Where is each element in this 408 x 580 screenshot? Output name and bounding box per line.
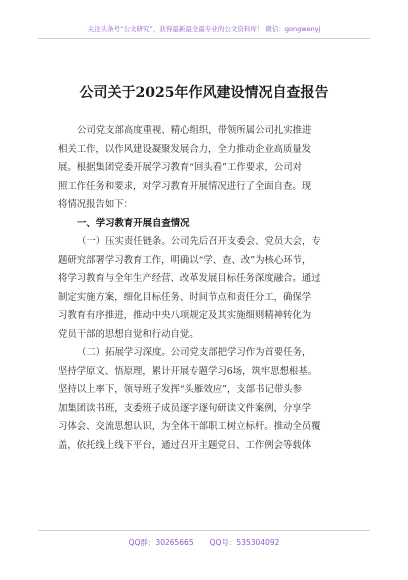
paragraph-line: 加集团读书班，支委班子成员逐字逐句研读文件案例，分享学 <box>58 402 312 414</box>
qq-number-text: QQ号：535304092 <box>209 538 280 547</box>
paragraph-line: 将情况报告如下： <box>58 199 134 210</box>
promo-banner: 关注头条号“公文研究”，获得最新最全最专业的公文资料库！ 微信：gongwenyj <box>87 25 321 33</box>
paragraph-line: （一）压实责任链条。公司先后召开支委会、党员大会，专 <box>77 236 321 247</box>
paragraph-line: 相关工作，以作风建设凝聚发展合力，全力推动企业高质量发 <box>58 143 312 155</box>
section-heading: 一、学习教育开展自查情况 <box>77 217 190 229</box>
paragraph-line: 坚持学原文、悟原理，累计开展专题学习6场，筑牢思想根基。 <box>58 365 318 377</box>
paragraph-line: 将学习教育与全年生产经营、改革发展目标任务深度融合。通过 <box>58 273 321 284</box>
document-body <box>58 122 350 455</box>
paragraph-line: 照工作任务和要求，对学习教育开展情况进行了全面自查。现 <box>58 180 312 192</box>
footer-contact <box>0 537 408 548</box>
paragraph-line: 公司党支部高度重视、精心组织，带领所属公司扎实推进 <box>77 125 312 136</box>
header-divider <box>38 38 370 39</box>
paragraph-line: 党员干部的思想自觉和行动自觉。 <box>58 328 199 340</box>
qq-group-text: QQ群：30265665 <box>128 538 194 547</box>
paragraph-line: 题研究部署学习教育工作，明确以“学、查、改”为核心环节， <box>58 254 312 266</box>
paragraph-line: （二）拓展学习深度。公司党支部把学习作为首要任务， <box>77 347 312 358</box>
paragraph-line: 盖，依托线上线下平台，通过召开主题党日、工作例会等载体 <box>58 439 312 451</box>
paragraph-line: 坚持以上率下，领导班子发挥“头雁效应”，支部书记带头参 <box>58 384 302 395</box>
footer-divider <box>38 530 370 531</box>
document-title: 公司关于2025年作风建设情况自查报告 <box>79 85 329 101</box>
paragraph-line: 习体会、交流思想认识，为全体干部职工树立标杆。推动全员覆 <box>58 421 321 432</box>
paragraph-line: 习教育有序推进，推动中央八项规定及其实施细则精神转化为 <box>58 310 312 321</box>
paragraph-line: 展。根据集团党委开展学习教育“回头看”工作要求，公司对 <box>58 162 302 173</box>
paragraph-line: 制定实施方案，细化目标任务、时间节点和责任分工，确保学 <box>58 291 312 303</box>
